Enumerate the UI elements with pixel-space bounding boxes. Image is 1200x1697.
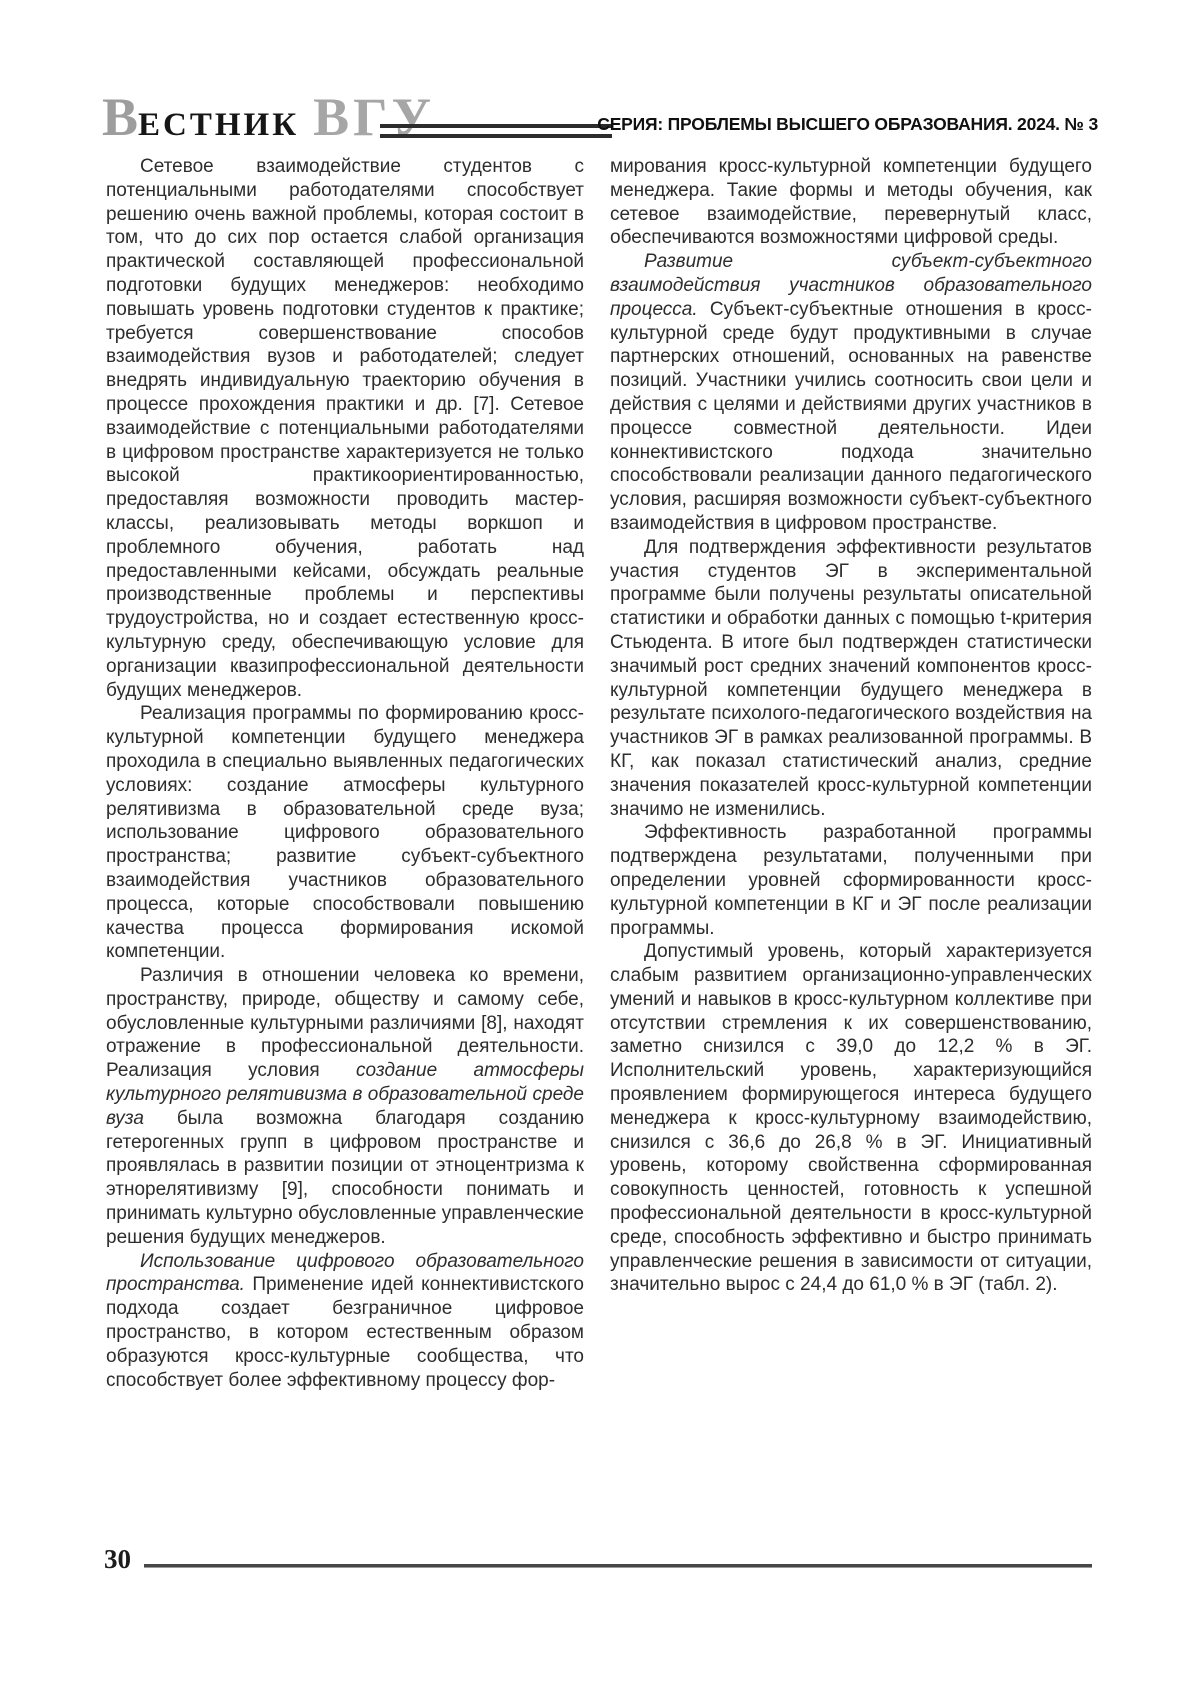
paragraph: мирования кросс-культурной компетенции будущего менеджера. Такие формы и методы обучения, как сетевое взаимодействие, перевернутый класс, обеспечиваются возможностями цифровой среды. bbox=[610, 156, 1092, 249]
paragraph: Допустимый уровень, который характеризуется слабым развитием организационно-управленческих умений и навыков в кросс-культурном коллективе при отсутствии стремления к их совершенствованию, заметно снизился с 39,0 до 12,2 % в ЭГ. Исполнительский уровень, характеризующийся проявлением формирующегося интереса будущего менеджера к кросс-культурному взаимодействию, снизился с 36,6 до 26,8 % в ЭГ. Инициативный уровень, которому свойственна сформированная совокупность ценностей, готовность к успешной профессиональной деятельности в кросс-культурной среде, способность эффективно и быстро принимать управленческие решения в зависимости от ситуации, значительно вырос с 24,4 до 61,0 % в ЭГ (табл. 2). bbox=[610, 941, 1092, 1296]
paragraph: Развитие субъект-субъектного взаимодействия участников образовательного процесса. Субъект-субъектные отношения в кросс-культурной среде будут продуктивными в случае партнерских отношений, основанных на равенстве позиций. Участники учились соотносить свои цели и действия с целями и действиями других участников в процессе совместной деятельности. Идеи коннективистского подхода значительно способствовали реализации данного педагогического условия, расширяя возможности субъект-субъектного взаимодействия в цифровом пространстве. bbox=[610, 251, 1092, 534]
series-title: СЕРИЯ: ПРОБЛЕМЫ ВЫСШЕГО ОБРАЗОВАНИЯ. 2024. № 3 bbox=[597, 114, 1098, 134]
paragraph: Для подтверждения эффективности результатов участия студентов ЭГ в экспериментальной программе были получены результаты описательной статистики и обработки данных с помощью t-критерия Стьюдента. В итоге был подтвержден статистически значимый рост средних значений компонентов кросс-культурной компетенции будущего менеджера в результате психолого-педагогического воздействия на участников ЭГ в рамках реализованной программы. В КГ, как показал статистический анализ, средние значения показателей кросс-культурной компетенции значимо не изменились. bbox=[610, 536, 1092, 820]
page-number: 30 bbox=[104, 1544, 131, 1574]
paragraph: Различия в отношении человека ко времени, пространству, природе, обществу и самому себе, обусловленные культурными различиями [8], находят отражение в профессиональной деятельности. Реализация условия создание атмосферы культурного релятивизма в образовательной среде вуза была возможна благодаря созданию гетерогенных групп в цифровом пространстве и проявлялась в развитии позиции от этноцентризма к этнорелятивизму [9], способности понимать и принимать культурно обусловленные управленческие решения будущих менеджеров. bbox=[106, 965, 584, 1248]
paragraph: Использование цифрового образовательного пространства. Применение идей коннективистского подхода создает безграничное цифровое пространство, в котором естественным образом образуются кросс-культурные сообщества, что способствует более эффективному процессу фор- bbox=[106, 1250, 584, 1391]
paragraph: Сетевое взаимодействие студентов с потенциальными работодателями способствует решению очень важной проблемы, которая состоит в том, что до сих пор остается слабой организация практической составляющей профессиональной подготовки будущих менеджеров: необходимо повышать уровень подготовки студентов к практике; требуется совершенствование способов взаимодействия вузов и работодателей; следует внедрять индивидуальную траекторию обучения в процессе прохождения практики и др. [7]. Сетевое взаимодействие с потенциальными работодателями в цифровом пространстве характеризуется не только высокой практикоориентированностью, предоставляя возможности проводить мастер-классы, реализовывать методы воркшоп и проблемного обучения, работать над предоставленными кейсами, обсуждать реальные производственные проблемы и перспективы трудоустройства, но и создает естественную кросс-культурную среду, обеспечивающую условие для организации квазипрофессиональной деятельности будущих менеджеров. bbox=[106, 156, 584, 701]
logo-university-abbr: ВГУ bbox=[313, 87, 436, 147]
paragraph: Эффективность разработанной программы подтверждена результатами, полученными при определении уровней сформированности кросс-культурной компетенции в КГ и ЭГ после реализации программы. bbox=[610, 822, 1092, 939]
footer-rule bbox=[144, 1564, 1092, 1568]
logo-name-rest: ЕСТНИК bbox=[138, 107, 300, 143]
left-column bbox=[106, 155, 584, 1392]
logo-initial-letter: В bbox=[102, 87, 139, 147]
header-divider-rule bbox=[380, 124, 612, 138]
right-column bbox=[610, 155, 1092, 1297]
paragraph: Реализация программы по формированию кросс-культурной компетенции будущего менеджера проходила в специально выявленных педагогических условиях: создание атмосферы культурного релятивизма в образовательной среде вуза; использование цифрового образовательного пространства; развитие субъект-субъектного взаимодействия участников образовательного процесса, которые способствовали повышению качества процесса формирования искомой компетенции. bbox=[106, 703, 584, 963]
